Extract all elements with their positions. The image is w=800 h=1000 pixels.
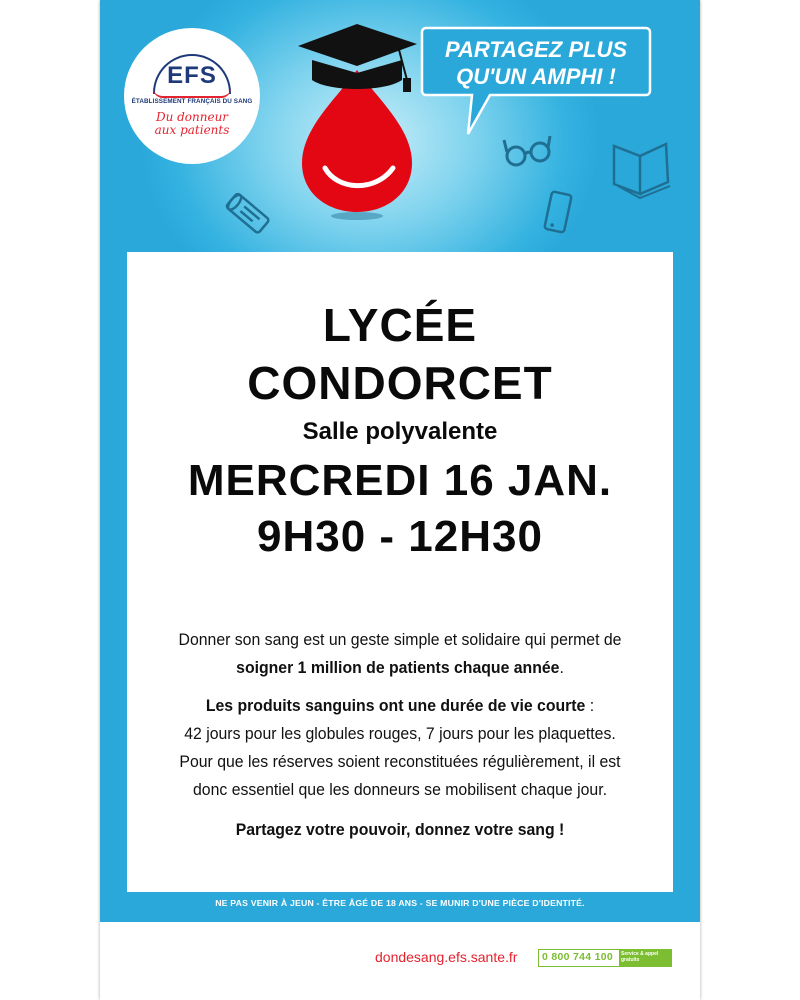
bubble-line2: QU'UN AMPHI ! bbox=[456, 64, 616, 89]
glasses-icon bbox=[500, 134, 556, 170]
paragraph-3: Partagez votre pouvoir, donnez votre sang ! bbox=[235, 820, 565, 839]
bubble-line1: PARTAGEZ PLUS bbox=[444, 37, 628, 62]
diploma-scroll-icon bbox=[220, 186, 274, 242]
p2-line3: Pour que les réserves soient reconstituées régulièrement, il est bbox=[179, 752, 621, 771]
phone-number: 0 800 744 100 bbox=[542, 951, 614, 963]
paragraph-1 bbox=[146, 626, 654, 682]
header-banner bbox=[100, 0, 700, 922]
p2-line1 bbox=[146, 692, 654, 720]
p2-line2: 42 jours pour les globules rouges, 7 jours pour les plaquettes. bbox=[184, 724, 616, 743]
logo-tagline-line1: Du donneur bbox=[155, 110, 229, 124]
website-link[interactable]: dondesang.efs.sante.fr bbox=[375, 949, 518, 965]
event-date: MERCREDI 16 JAN. bbox=[187, 456, 613, 505]
p2-bold: Les produits sanguins ont une durée de vie courte bbox=[205, 696, 586, 715]
venue-line2: CONDORCET bbox=[247, 357, 553, 409]
logo-brand: EFS bbox=[167, 62, 217, 89]
book-icon bbox=[610, 142, 672, 202]
logo-subtitle: ÉTABLISSEMENT FRANÇAIS DU SANG bbox=[131, 98, 253, 105]
logo-tagline-line2: aux patients bbox=[154, 123, 230, 137]
logo-tagline bbox=[124, 111, 260, 137]
blood-drop-mascot-icon bbox=[295, 18, 430, 228]
phone-badge bbox=[538, 949, 672, 967]
p2-colon: : bbox=[585, 696, 595, 715]
phone-free-tag: Service & appel gratuits bbox=[619, 950, 671, 966]
phone-icon bbox=[540, 190, 576, 236]
p2-line4: donc essentiel que les donneurs se mobilisent chaque jour. bbox=[193, 780, 607, 799]
p1-bold: soigner 1 million de patients chaque année bbox=[236, 658, 560, 677]
event-card bbox=[127, 252, 673, 892]
disclaimer: NE PAS VENIR À JEUN - ÊTRE ÂGÉ DE 18 ANS - SE MUNIR D'UNE PIÈCE D'IDENTITÉ. bbox=[215, 898, 585, 908]
poster bbox=[100, 0, 700, 1000]
p1-end: . bbox=[559, 658, 564, 677]
event-hours: 9H30 - 12H30 bbox=[257, 512, 543, 561]
efs-logo bbox=[124, 28, 260, 164]
speech-bubble bbox=[420, 24, 658, 139]
room-name: Salle polyvalente bbox=[302, 418, 498, 445]
paragraph-2 bbox=[146, 692, 654, 804]
p1-line2 bbox=[146, 654, 654, 682]
venue-line1: LYCÉE bbox=[322, 299, 478, 351]
p1-line1: Donner son sang est un geste simple et solidaire qui permet de bbox=[178, 630, 622, 649]
